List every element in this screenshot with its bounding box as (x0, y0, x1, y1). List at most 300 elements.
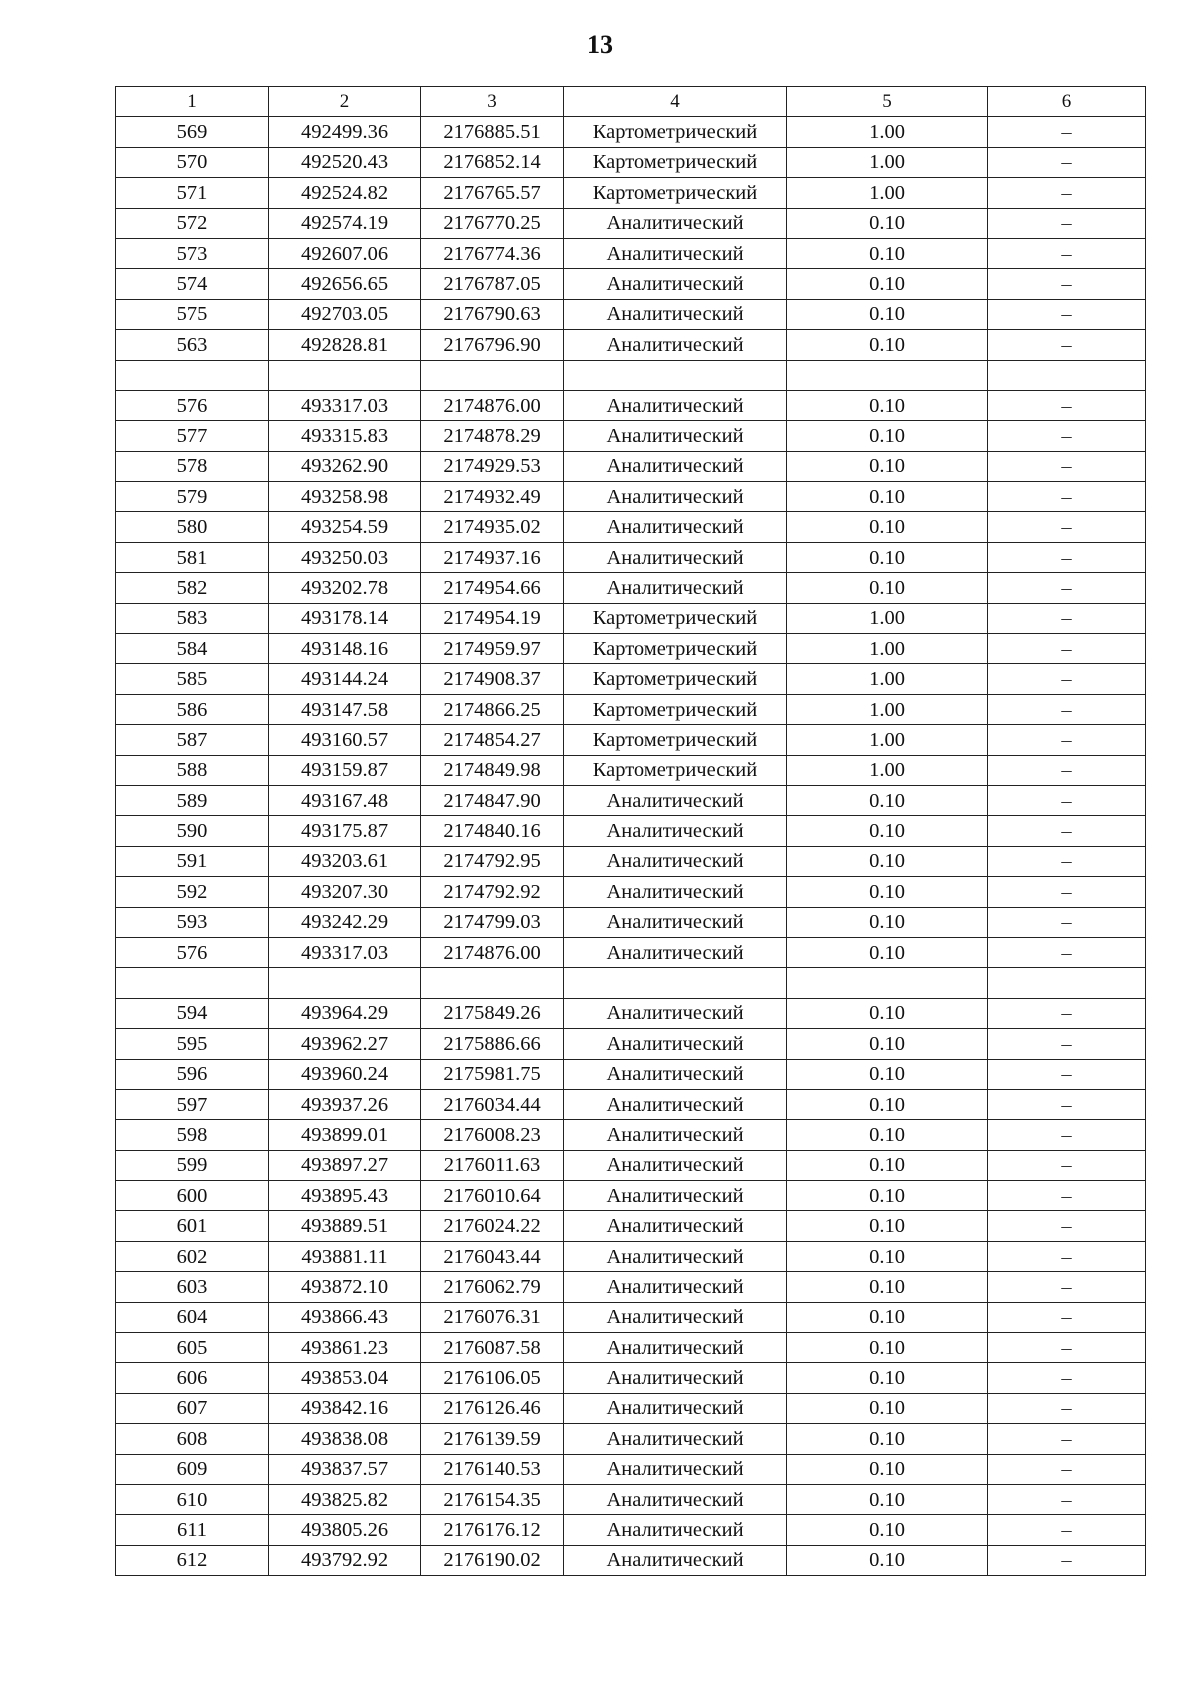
cell-coord-x: 493962.27 (269, 1029, 421, 1059)
cell-coord-x: 493148.16 (269, 634, 421, 664)
cell-accuracy: 0.10 (787, 785, 988, 815)
cell-coord-y: 2176008.23 (421, 1120, 564, 1150)
table-row (116, 664, 1146, 694)
cell-point-number: 569 (116, 117, 269, 147)
cell-method: Картометрический (564, 147, 787, 177)
cell-note: – (988, 573, 1146, 603)
cell-point-number: 612 (116, 1545, 269, 1575)
cell-point-number: 586 (116, 694, 269, 724)
table-row (116, 998, 1146, 1028)
cell-method: Аналитический (564, 542, 787, 572)
cell-accuracy: 1.00 (787, 755, 988, 785)
cell-note: – (988, 390, 1146, 420)
cell-accuracy: 0.10 (787, 1545, 988, 1575)
cell-note: – (988, 1241, 1146, 1271)
cell-accuracy: 1.00 (787, 634, 988, 664)
cell-coord-x: 493202.78 (269, 573, 421, 603)
cell-coord-x: 493937.26 (269, 1089, 421, 1119)
cell-point-number: 606 (116, 1363, 269, 1393)
cell-coord-y: 2176176.12 (421, 1515, 564, 1545)
cell-accuracy (787, 360, 988, 390)
cell-coord-y: 2174799.03 (421, 907, 564, 937)
table-row (116, 1150, 1146, 1180)
cell-point-number: 592 (116, 877, 269, 907)
cell-accuracy: 1.00 (787, 178, 988, 208)
cell-note: – (988, 1545, 1146, 1575)
cell-coord-y: 2176087.58 (421, 1333, 564, 1363)
cell-accuracy: 1.00 (787, 725, 988, 755)
cell-coord-x: 493315.83 (269, 421, 421, 451)
cell-method: Аналитический (564, 1120, 787, 1150)
cell-note: – (988, 1029, 1146, 1059)
cell-accuracy (787, 968, 988, 998)
cell-point-number: 589 (116, 785, 269, 815)
cell-point-number (116, 968, 269, 998)
cell-point-number: 598 (116, 1120, 269, 1150)
cell-note: – (988, 664, 1146, 694)
header-row (116, 87, 1146, 117)
cell-accuracy: 0.10 (787, 512, 988, 542)
cell-method: Аналитический (564, 998, 787, 1028)
cell-coord-y: 2174932.49 (421, 482, 564, 512)
cell-point-number: 603 (116, 1272, 269, 1302)
table-row (116, 238, 1146, 268)
cell-method: Аналитический (564, 390, 787, 420)
cell-method: Аналитический (564, 1059, 787, 1089)
cell-method: Аналитический (564, 269, 787, 299)
cell-coord-x: 493147.58 (269, 694, 421, 724)
cell-coord-x: 493895.43 (269, 1181, 421, 1211)
cell-coord-y: 2174929.53 (421, 451, 564, 481)
cell-coord-x: 492520.43 (269, 147, 421, 177)
cell-coord-y: 2176770.25 (421, 208, 564, 238)
cell-coord-y (421, 360, 564, 390)
cell-method: Аналитический (564, 238, 787, 268)
page-number: 13 (587, 30, 613, 59)
cell-coord-y: 2174935.02 (421, 512, 564, 542)
cell-accuracy: 1.00 (787, 117, 988, 147)
table-row (116, 147, 1146, 177)
cell-coord-y: 2176852.14 (421, 147, 564, 177)
cell-coord-x: 493242.29 (269, 907, 421, 937)
cell-point-number: 608 (116, 1424, 269, 1454)
cell-coord-x: 493899.01 (269, 1120, 421, 1150)
cell-method: Аналитический (564, 1393, 787, 1423)
table-row (116, 1484, 1146, 1514)
cell-coord-x (269, 360, 421, 390)
cell-point-number: 607 (116, 1393, 269, 1423)
cell-note: – (988, 1272, 1146, 1302)
cell-accuracy: 0.10 (787, 482, 988, 512)
cell-accuracy: 0.10 (787, 421, 988, 451)
cell-coord-y: 2176154.35 (421, 1484, 564, 1514)
cell-accuracy: 0.10 (787, 1211, 988, 1241)
cell-coord-x: 492703.05 (269, 299, 421, 329)
cell-accuracy: 0.10 (787, 998, 988, 1028)
header-cell-4: 4 (564, 87, 787, 117)
cell-coord-y: 2174866.25 (421, 694, 564, 724)
table-row (116, 1363, 1146, 1393)
cell-coord-x: 493853.04 (269, 1363, 421, 1393)
table-row (116, 1089, 1146, 1119)
cell-coord-x: 493861.23 (269, 1333, 421, 1363)
cell-coord-x: 492656.65 (269, 269, 421, 299)
cell-coord-x: 492574.19 (269, 208, 421, 238)
table-row (116, 1333, 1146, 1363)
cell-method: Аналитический (564, 1484, 787, 1514)
cell-note: – (988, 1181, 1146, 1211)
cell-method: Аналитический (564, 299, 787, 329)
cell-note: – (988, 1211, 1146, 1241)
cell-accuracy: 0.10 (787, 451, 988, 481)
cell-point-number: 609 (116, 1454, 269, 1484)
cell-accuracy: 0.10 (787, 1029, 988, 1059)
cell-note: – (988, 421, 1146, 451)
cell-coord-x: 493144.24 (269, 664, 421, 694)
cell-accuracy: 0.10 (787, 330, 988, 360)
cell-coord-y: 2176024.22 (421, 1211, 564, 1241)
cell-coord-x: 492828.81 (269, 330, 421, 360)
cell-coord-x: 493160.57 (269, 725, 421, 755)
table-body (116, 117, 1146, 1576)
cell-note: – (988, 1089, 1146, 1119)
cell-point-number: 590 (116, 816, 269, 846)
table-row (116, 299, 1146, 329)
table-row (116, 512, 1146, 542)
cell-accuracy: 0.10 (787, 1089, 988, 1119)
cell-note: – (988, 330, 1146, 360)
cell-method: Аналитический (564, 1150, 787, 1180)
header-cell-5: 5 (787, 87, 988, 117)
cell-point-number: 585 (116, 664, 269, 694)
cell-accuracy: 0.10 (787, 846, 988, 876)
cell-accuracy: 0.10 (787, 1484, 988, 1514)
cell-coord-x: 493167.48 (269, 785, 421, 815)
table-row (116, 330, 1146, 360)
cell-coord-y: 2174954.66 (421, 573, 564, 603)
cell-point-number: 588 (116, 755, 269, 785)
table-row (116, 725, 1146, 755)
cell-point-number: 591 (116, 846, 269, 876)
cell-point-number: 578 (116, 451, 269, 481)
cell-point-number: 576 (116, 390, 269, 420)
cell-accuracy: 0.10 (787, 1515, 988, 1545)
table-row (116, 634, 1146, 664)
header-cell-3: 3 (421, 87, 564, 117)
cell-coord-x: 493250.03 (269, 542, 421, 572)
cell-coord-x: 493258.98 (269, 482, 421, 512)
table-row (116, 1181, 1146, 1211)
cell-note: – (988, 846, 1146, 876)
cell-coord-y: 2176790.63 (421, 299, 564, 329)
cell-note: – (988, 299, 1146, 329)
cell-point-number: 597 (116, 1089, 269, 1119)
cell-coord-y: 2175886.66 (421, 1029, 564, 1059)
cell-accuracy: 0.10 (787, 238, 988, 268)
cell-note: – (988, 1454, 1146, 1484)
cell-point-number: 572 (116, 208, 269, 238)
cell-coord-x: 493792.92 (269, 1545, 421, 1575)
cell-point-number: 600 (116, 1181, 269, 1211)
cell-method: Аналитический (564, 1424, 787, 1454)
cell-accuracy: 0.10 (787, 1363, 988, 1393)
cell-accuracy: 0.10 (787, 1272, 988, 1302)
cell-coord-y: 2176139.59 (421, 1424, 564, 1454)
cell-accuracy: 0.10 (787, 1241, 988, 1271)
cell-coord-y: 2174908.37 (421, 664, 564, 694)
cell-point-number: 580 (116, 512, 269, 542)
cell-note: – (988, 1059, 1146, 1089)
table-row (116, 1393, 1146, 1423)
cell-accuracy: 0.10 (787, 573, 988, 603)
table-row (116, 573, 1146, 603)
cell-method: Аналитический (564, 1302, 787, 1332)
cell-coord-x: 493175.87 (269, 816, 421, 846)
cell-coord-y: 2176010.64 (421, 1181, 564, 1211)
cell-point-number: 581 (116, 542, 269, 572)
cell-method (564, 968, 787, 998)
cell-method: Аналитический (564, 907, 787, 937)
cell-point-number: 601 (116, 1211, 269, 1241)
table-row (116, 1454, 1146, 1484)
cell-method: Аналитический (564, 785, 787, 815)
table-row (116, 178, 1146, 208)
cell-accuracy: 0.10 (787, 269, 988, 299)
cell-coord-y: 2176106.05 (421, 1363, 564, 1393)
cell-coord-y: 2174854.27 (421, 725, 564, 755)
cell-method: Аналитический (564, 1363, 787, 1393)
cell-note: – (988, 208, 1146, 238)
cell-method: Картометрический (564, 694, 787, 724)
cell-coord-y: 2176885.51 (421, 117, 564, 147)
cell-coord-x: 493837.57 (269, 1454, 421, 1484)
cell-coord-x: 493825.82 (269, 1484, 421, 1514)
cell-point-number: 602 (116, 1241, 269, 1271)
cell-point-number: 574 (116, 269, 269, 299)
cell-coord-y: 2174876.00 (421, 937, 564, 967)
cell-coord-y: 2176062.79 (421, 1272, 564, 1302)
cell-point-number: 610 (116, 1484, 269, 1514)
cell-coord-y: 2176076.31 (421, 1302, 564, 1332)
cell-coord-x (269, 968, 421, 998)
cell-method: Картометрический (564, 603, 787, 633)
cell-note: – (988, 634, 1146, 664)
cell-point-number: 594 (116, 998, 269, 1028)
cell-accuracy: 0.10 (787, 1181, 988, 1211)
cell-note: – (988, 117, 1146, 147)
cell-note: – (988, 755, 1146, 785)
cell-accuracy: 0.10 (787, 1150, 988, 1180)
cell-method: Аналитический (564, 421, 787, 451)
cell-method (564, 360, 787, 390)
cell-point-number: 596 (116, 1059, 269, 1089)
cell-method: Картометрический (564, 178, 787, 208)
table-row (116, 1545, 1146, 1575)
cell-point-number: 576 (116, 937, 269, 967)
cell-point-number: 577 (116, 421, 269, 451)
cell-accuracy: 0.10 (787, 877, 988, 907)
table-row (116, 421, 1146, 451)
cell-method: Картометрический (564, 725, 787, 755)
cell-method: Аналитический (564, 1241, 787, 1271)
table-row (116, 390, 1146, 420)
cell-coord-y: 2176126.46 (421, 1393, 564, 1423)
cell-method: Аналитический (564, 937, 787, 967)
cell-coord-x: 493178.14 (269, 603, 421, 633)
cell-method: Аналитический (564, 816, 787, 846)
cell-note: – (988, 1150, 1146, 1180)
cell-accuracy: 0.10 (787, 937, 988, 967)
cell-method: Аналитический (564, 330, 787, 360)
table-row (116, 1515, 1146, 1545)
cell-method: Аналитический (564, 1454, 787, 1484)
table-row-separator (116, 968, 1146, 998)
table-row (116, 694, 1146, 724)
cell-note: – (988, 1302, 1146, 1332)
cell-note: – (988, 1515, 1146, 1545)
cell-coord-y: 2174792.95 (421, 846, 564, 876)
cell-method: Аналитический (564, 1515, 787, 1545)
cell-note: – (988, 785, 1146, 815)
cell-accuracy: 0.10 (787, 1333, 988, 1363)
cell-point-number: 579 (116, 482, 269, 512)
cell-coord-x: 493866.43 (269, 1302, 421, 1332)
table-row (116, 603, 1146, 633)
cell-note: – (988, 542, 1146, 572)
cell-note: – (988, 725, 1146, 755)
cell-accuracy: 0.10 (787, 907, 988, 937)
cell-method: Аналитический (564, 1545, 787, 1575)
cell-note (988, 968, 1146, 998)
cell-coord-x: 493317.03 (269, 937, 421, 967)
cell-note: – (988, 998, 1146, 1028)
cell-point-number: 570 (116, 147, 269, 177)
table-row (116, 542, 1146, 572)
cell-coord-y: 2174954.19 (421, 603, 564, 633)
cell-point-number: 604 (116, 1302, 269, 1332)
cell-method: Картометрический (564, 755, 787, 785)
cell-coord-y: 2176140.53 (421, 1454, 564, 1484)
cell-coord-y: 2176190.02 (421, 1545, 564, 1575)
cell-note: – (988, 1424, 1146, 1454)
cell-coord-y: 2176011.63 (421, 1150, 564, 1180)
cell-coord-x: 492499.36 (269, 117, 421, 147)
table-row (116, 208, 1146, 238)
cell-note: – (988, 603, 1146, 633)
cell-coord-x: 493203.61 (269, 846, 421, 876)
table-row (116, 1211, 1146, 1241)
cell-note: – (988, 816, 1146, 846)
cell-coord-y: 2176765.57 (421, 178, 564, 208)
table-row (116, 785, 1146, 815)
cell-note: – (988, 694, 1146, 724)
cell-note: – (988, 238, 1146, 268)
cell-point-number: 575 (116, 299, 269, 329)
cell-method: Аналитический (564, 208, 787, 238)
cell-coord-y: 2174849.98 (421, 755, 564, 785)
cell-note: – (988, 1333, 1146, 1363)
cell-note: – (988, 1120, 1146, 1150)
cell-method: Аналитический (564, 877, 787, 907)
header-cell-1: 1 (116, 87, 269, 117)
cell-method: Аналитический (564, 1272, 787, 1302)
cell-accuracy: 1.00 (787, 694, 988, 724)
cell-coord-y: 2175849.26 (421, 998, 564, 1028)
cell-accuracy: 0.10 (787, 1393, 988, 1423)
cell-note: – (988, 877, 1146, 907)
cell-accuracy: 0.10 (787, 1424, 988, 1454)
cell-point-number: 563 (116, 330, 269, 360)
cell-coord-x: 493207.30 (269, 877, 421, 907)
cell-note: – (988, 1484, 1146, 1514)
cell-coord-x: 493317.03 (269, 390, 421, 420)
cell-method: Аналитический (564, 1029, 787, 1059)
table-row (116, 1059, 1146, 1089)
cell-method: Аналитический (564, 512, 787, 542)
cell-coord-y: 2176043.44 (421, 1241, 564, 1271)
cell-coord-x: 493838.08 (269, 1424, 421, 1454)
table-row (116, 1302, 1146, 1332)
header-cell-6: 6 (988, 87, 1146, 117)
cell-accuracy: 0.10 (787, 542, 988, 572)
cell-coord-y: 2174878.29 (421, 421, 564, 451)
cell-method: Аналитический (564, 573, 787, 603)
cell-coord-x: 493889.51 (269, 1211, 421, 1241)
cell-point-number: 605 (116, 1333, 269, 1363)
cell-accuracy: 0.10 (787, 390, 988, 420)
cell-accuracy: 0.10 (787, 1302, 988, 1332)
cell-accuracy: 0.10 (787, 816, 988, 846)
cell-method: Аналитический (564, 1181, 787, 1211)
cell-note: – (988, 451, 1146, 481)
cell-coord-x: 493254.59 (269, 512, 421, 542)
table-row (116, 1241, 1146, 1271)
table-row (116, 1424, 1146, 1454)
table-row (116, 1272, 1146, 1302)
cell-coord-x: 492524.82 (269, 178, 421, 208)
cell-coord-y (421, 968, 564, 998)
cell-point-number: 595 (116, 1029, 269, 1059)
cell-coord-x: 493964.29 (269, 998, 421, 1028)
cell-method: Аналитический (564, 1089, 787, 1119)
cell-note: – (988, 1393, 1146, 1423)
table-row (116, 269, 1146, 299)
cell-note: – (988, 147, 1146, 177)
coordinates-table (115, 86, 1146, 1576)
cell-method: Аналитический (564, 1211, 787, 1241)
cell-point-number: 582 (116, 573, 269, 603)
cell-accuracy: 0.10 (787, 1120, 988, 1150)
cell-point-number: 584 (116, 634, 269, 664)
table-row (116, 451, 1146, 481)
header-cell-2: 2 (269, 87, 421, 117)
cell-note (988, 360, 1146, 390)
cell-coord-x: 493805.26 (269, 1515, 421, 1545)
cell-coord-y: 2176787.05 (421, 269, 564, 299)
cell-coord-x: 493960.24 (269, 1059, 421, 1089)
cell-method: Картометрический (564, 634, 787, 664)
cell-point-number (116, 360, 269, 390)
cell-note: – (988, 1363, 1146, 1393)
cell-point-number: 593 (116, 907, 269, 937)
cell-accuracy: 1.00 (787, 147, 988, 177)
table-row (116, 1029, 1146, 1059)
cell-method: Аналитический (564, 482, 787, 512)
cell-coord-y: 2174959.97 (421, 634, 564, 664)
table-row (116, 907, 1146, 937)
table-row (116, 816, 1146, 846)
cell-point-number: 573 (116, 238, 269, 268)
